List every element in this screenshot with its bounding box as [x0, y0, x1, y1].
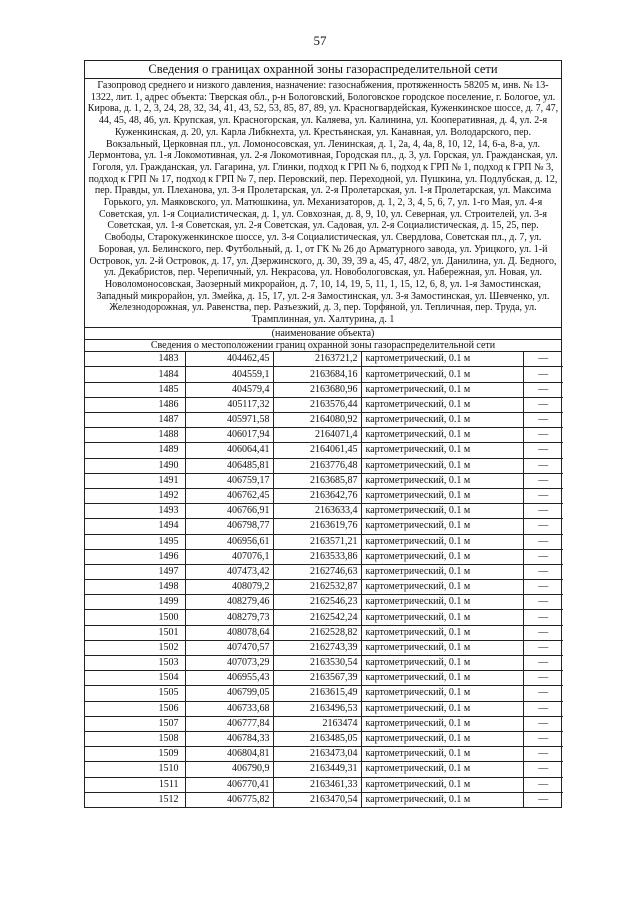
x-coordinate-cell: 404462,45: [185, 352, 273, 367]
y-coordinate-cell: 2163449,31: [273, 762, 361, 777]
y-coordinate-cell: 2162542,24: [273, 610, 361, 625]
x-coordinate-cell: 406777,84: [185, 716, 273, 731]
table-row: [85, 413, 563, 428]
y-coordinate-cell: 2163633,4: [273, 504, 361, 519]
table-row: [85, 397, 563, 412]
dash-cell: —: [523, 564, 563, 579]
y-coordinate-cell: 2163619,76: [273, 519, 361, 534]
y-coordinate-cell: 2164080,92: [273, 413, 361, 428]
dash-cell: —: [523, 473, 563, 488]
dash-cell: —: [523, 443, 563, 458]
dash-cell: —: [523, 367, 563, 382]
x-coordinate-cell: 406790,9: [185, 762, 273, 777]
point-number-cell: 1502: [85, 640, 185, 655]
x-coordinate-cell: 406759,17: [185, 473, 273, 488]
y-coordinate-cell: 2163533,86: [273, 549, 361, 564]
x-coordinate-cell: 408079,2: [185, 580, 273, 595]
dash-cell: —: [523, 595, 563, 610]
y-coordinate-cell: 2163776,48: [273, 458, 361, 473]
x-coordinate-cell: 406762,45: [185, 488, 273, 503]
dash-cell: —: [523, 549, 563, 564]
object-name-label: (наименование объекта): [85, 327, 561, 340]
dash-cell: —: [523, 382, 563, 397]
method-cell: картометрический, 0.1 м: [361, 716, 523, 731]
section-header: Сведения о местоположении границ охранной зоны газораспределительной сети: [85, 340, 561, 352]
dash-cell: —: [523, 792, 563, 807]
x-coordinate-cell: 405117,32: [185, 397, 273, 412]
point-number-cell: 1512: [85, 792, 185, 807]
table-row: [85, 747, 563, 762]
dash-cell: —: [523, 504, 563, 519]
y-coordinate-cell: 2163567,39: [273, 671, 361, 686]
point-number-cell: 1491: [85, 473, 185, 488]
page-number: 57: [313, 33, 327, 48]
object-description: Газопровод среднего и низкого давления, назначение: газоснабжения, протяженность 58205 м, инв. № 13-1322, лит. 1, адрес объекта: Тверская обл., р-н Бологовский, Бологовское городское поселение, г. Бологое, ул. Кирова, д. 1, 2, 3, 24, 28, 32, 34, 41, 43, 52, 53, 85, 87, 89, ул. Красногвардейская, Куженкинское шоссе, д. 7, 47, 44, 45, 48, 46, ул. Крупская, ул. Красногорская, ул. Каляева, ул. Калинина, ул. Кооперативная, д. 4, ул. 2-я Куженкинская, д. 20, ул. Карла Либкнехта, ул. Крестьянская, ул. Канавная, ул. Володарского, пер. Вокзальный, Церковная пл., ул. Ломоносовская, ул. Ленинская, д. 1, 2а, 4, 4а, 8, 10, 12, 14, 6-а, 8-а, ул. Лермонтова, ул. 1-я Локомотивная, ул. 2-я Локомотивная, Городская пл., д. 3, ул. Горская, ул. Гражданская, ул. Гоголя, ул. Гражданская, ул. Гагарина, ул. Глинки, подход к ГРП № 6, подход к ГРП № 1, подход к ГРП № 3, подход к ГРП № 17, подход к ГРП № 7, пер. Перовский, пер. Переходной, ул. Пушкина, ул. Подлубская, д. 12, пер. Правды, ул. Плеханова, ул. 3-я Пролетарская, ул. 2-я Пролетарская, ул. 1-я Пролетарская, ул. Максима Горького, ул. Маяковского, ул. Матюшкина, ул. Механизаторов, д. 1, 2, 3, 4, 5, 6, 7, ул. 1-го Мая, ул. 4-я Советская, ул. 1-я Социалистическая, д. 1, ул. Совхозная, д. 8, 9, 10, ул. Северная, ул. Строителей, ул. 3-я Советская, ул. 1-я Советская, ул. 2-я Советская, ул. Садовая, ул. 2-я Социалистическая, д. 15, 25, пер. Свободы, Старокуженкинское шоссе, ул. 3-я Социалистическая, ул. Свердлова, Советская пл., д. 7, ул. Боровая, ул. Белинского, пер. Футбольный, д. 1, от ГК № 26 до Арматурного завода, ул. Урицкого, ул. 1-й Островок, ул. 2-й Островок, д. 17, ул. Дзержинского, д. 30, 39, 39 а, 45, 47, 48/2, ул. Данилина, ул. Д. Бедного, ул. Декабристов, пер. Черепичный, ул. Некрасова, ул. Новобологовская, ул. Набережная, ул. Новая, ул. Новоломоносовская, Заозерный микрорайон, д. 7, 10, 14, 19, 5, 11, 1, 15, 12, 6, 8, ул. 1-я Замостинская, Западный микрорайон, ул. Змейка, д. 15, 17, ул. 2-я Замостинская, ул. 3-я Замостинская, ул. Шевченко, ул. Железнодорожная, ул. Равенства, пер. Разъезжий, д. 3, пер. Торфяной, ул. Тепличная, пер. Труда, ул. Трамплинная, ул. Халтурина, д. 1: [87, 80, 559, 326]
method-cell: картометрический, 0.1 м: [361, 488, 523, 503]
method-cell: картометрический, 0.1 м: [361, 747, 523, 762]
dash-cell: —: [523, 747, 563, 762]
method-cell: картометрический, 0.1 м: [361, 701, 523, 716]
x-coordinate-cell: 406955,43: [185, 671, 273, 686]
y-coordinate-cell: 2162528,82: [273, 625, 361, 640]
table-title: Сведения о границах охранной зоны газораспределительной сети: [85, 61, 561, 79]
x-coordinate-cell: 406798,77: [185, 519, 273, 534]
point-number-cell: 1487: [85, 413, 185, 428]
table-row: [85, 625, 563, 640]
method-cell: картометрический, 0.1 м: [361, 428, 523, 443]
point-number-cell: 1509: [85, 747, 185, 762]
boundary-info-table: [84, 60, 562, 808]
x-coordinate-cell: 404579,4: [185, 382, 273, 397]
x-coordinate-cell: 408279,46: [185, 595, 273, 610]
table-row: [85, 595, 563, 610]
table-row: [85, 534, 563, 549]
table-row: [85, 716, 563, 731]
table-row: [85, 473, 563, 488]
table-row: [85, 458, 563, 473]
dash-cell: —: [523, 731, 563, 746]
y-coordinate-cell: 2162546,23: [273, 595, 361, 610]
y-coordinate-cell: 2163530,54: [273, 656, 361, 671]
method-cell: картометрический, 0.1 м: [361, 777, 523, 792]
point-number-cell: 1490: [85, 458, 185, 473]
y-coordinate-cell: 2163474: [273, 716, 361, 731]
dash-cell: —: [523, 671, 563, 686]
point-number-cell: 1504: [85, 671, 185, 686]
method-cell: картометрический, 0.1 м: [361, 534, 523, 549]
dash-cell: —: [523, 488, 563, 503]
y-coordinate-cell: 2163473,04: [273, 747, 361, 762]
table-row: [85, 701, 563, 716]
x-coordinate-cell: 406956,61: [185, 534, 273, 549]
dash-cell: —: [523, 413, 563, 428]
x-coordinate-cell: 406733,68: [185, 701, 273, 716]
y-coordinate-cell: 2163642,76: [273, 488, 361, 503]
point-number-cell: 1501: [85, 625, 185, 640]
point-number-cell: 1498: [85, 580, 185, 595]
dash-cell: —: [523, 625, 563, 640]
dash-cell: —: [523, 428, 563, 443]
x-coordinate-cell: 408279,73: [185, 610, 273, 625]
y-coordinate-cell: 2162532,87: [273, 580, 361, 595]
table-row: [85, 519, 563, 534]
table-row: [85, 504, 563, 519]
method-cell: картометрический, 0.1 м: [361, 443, 523, 458]
dash-cell: —: [523, 686, 563, 701]
method-cell: картометрический, 0.1 м: [361, 549, 523, 564]
point-number-cell: 1511: [85, 777, 185, 792]
x-coordinate-cell: 406064,41: [185, 443, 273, 458]
method-cell: картометрический, 0.1 м: [361, 519, 523, 534]
y-coordinate-cell: 2163685,87: [273, 473, 361, 488]
dash-cell: —: [523, 534, 563, 549]
dash-cell: —: [523, 397, 563, 412]
point-number-cell: 1486: [85, 397, 185, 412]
method-cell: картометрический, 0.1 м: [361, 595, 523, 610]
dash-cell: —: [523, 640, 563, 655]
table-row: [85, 671, 563, 686]
x-coordinate-cell: 407073,29: [185, 656, 273, 671]
y-coordinate-cell: 2163461,33: [273, 777, 361, 792]
method-cell: картометрический, 0.1 м: [361, 762, 523, 777]
y-coordinate-cell: 2164071,4: [273, 428, 361, 443]
method-cell: картометрический, 0.1 м: [361, 473, 523, 488]
y-coordinate-cell: 2162743,39: [273, 640, 361, 655]
table-row: [85, 443, 563, 458]
y-coordinate-cell: 2163576,44: [273, 397, 361, 412]
point-number-cell: 1489: [85, 443, 185, 458]
table-row: [85, 352, 563, 367]
x-coordinate-cell: 406766,91: [185, 504, 273, 519]
method-cell: картометрический, 0.1 м: [361, 367, 523, 382]
dash-cell: —: [523, 777, 563, 792]
table-row: [85, 549, 563, 564]
method-cell: картометрический, 0.1 м: [361, 792, 523, 807]
table-row: [85, 792, 563, 807]
y-coordinate-cell: 2163571,21: [273, 534, 361, 549]
point-number-cell: 1500: [85, 610, 185, 625]
x-coordinate-cell: 407473,42: [185, 564, 273, 579]
table-row: [85, 382, 563, 397]
table-row: [85, 428, 563, 443]
table-row: [85, 656, 563, 671]
y-coordinate-cell: 2163684,16: [273, 367, 361, 382]
method-cell: картометрический, 0.1 м: [361, 504, 523, 519]
method-cell: картометрический, 0.1 м: [361, 564, 523, 579]
table-row: [85, 640, 563, 655]
point-number-cell: 1507: [85, 716, 185, 731]
x-coordinate-cell: 406784,33: [185, 731, 273, 746]
point-number-cell: 1499: [85, 595, 185, 610]
table-row: [85, 564, 563, 579]
dash-cell: —: [523, 519, 563, 534]
coordinates-table: [85, 352, 563, 808]
dash-cell: —: [523, 352, 563, 367]
method-cell: картометрический, 0.1 м: [361, 580, 523, 595]
y-coordinate-cell: 2163496,53: [273, 701, 361, 716]
x-coordinate-cell: 406017,94: [185, 428, 273, 443]
x-coordinate-cell: 406775,82: [185, 792, 273, 807]
dash-cell: —: [523, 656, 563, 671]
method-cell: картометрический, 0.1 м: [361, 397, 523, 412]
table-row: [85, 580, 563, 595]
dash-cell: —: [523, 762, 563, 777]
x-coordinate-cell: 407076,1: [185, 549, 273, 564]
method-cell: картометрический, 0.1 м: [361, 656, 523, 671]
table-row: [85, 686, 563, 701]
table-row: [85, 731, 563, 746]
point-number-cell: 1503: [85, 656, 185, 671]
x-coordinate-cell: 406799,05: [185, 686, 273, 701]
y-coordinate-cell: 2163615,49: [273, 686, 361, 701]
point-number-cell: 1488: [85, 428, 185, 443]
method-cell: картометрический, 0.1 м: [361, 671, 523, 686]
x-coordinate-cell: 408078,64: [185, 625, 273, 640]
point-number-cell: 1485: [85, 382, 185, 397]
dash-cell: —: [523, 458, 563, 473]
method-cell: картометрический, 0.1 м: [361, 686, 523, 701]
point-number-cell: 1494: [85, 519, 185, 534]
table-row: [85, 777, 563, 792]
dash-cell: —: [523, 580, 563, 595]
point-number-cell: 1492: [85, 488, 185, 503]
method-cell: картометрический, 0.1 м: [361, 413, 523, 428]
y-coordinate-cell: 2163485,05: [273, 731, 361, 746]
method-cell: картометрический, 0.1 м: [361, 458, 523, 473]
point-number-cell: 1510: [85, 762, 185, 777]
y-coordinate-cell: 2163680,96: [273, 382, 361, 397]
method-cell: картометрический, 0.1 м: [361, 625, 523, 640]
point-number-cell: 1497: [85, 564, 185, 579]
method-cell: картометрический, 0.1 м: [361, 640, 523, 655]
dash-cell: —: [523, 701, 563, 716]
x-coordinate-cell: 406804,81: [185, 747, 273, 762]
dash-cell: —: [523, 716, 563, 731]
point-number-cell: 1495: [85, 534, 185, 549]
x-coordinate-cell: 404559,1: [185, 367, 273, 382]
method-cell: картометрический, 0.1 м: [361, 352, 523, 367]
method-cell: картометрический, 0.1 м: [361, 382, 523, 397]
point-number-cell: 1496: [85, 549, 185, 564]
x-coordinate-cell: 406770,41: [185, 777, 273, 792]
y-coordinate-cell: 2162746,63: [273, 564, 361, 579]
x-coordinate-cell: 406485,81: [185, 458, 273, 473]
point-number-cell: 1493: [85, 504, 185, 519]
table-row: [85, 610, 563, 625]
dash-cell: —: [523, 610, 563, 625]
method-cell: картометрический, 0.1 м: [361, 610, 523, 625]
point-number-cell: 1506: [85, 701, 185, 716]
point-number-cell: 1484: [85, 367, 185, 382]
table-row: [85, 762, 563, 777]
y-coordinate-cell: 2163470,54: [273, 792, 361, 807]
table-row: [85, 367, 563, 382]
y-coordinate-cell: 2163721,2: [273, 352, 361, 367]
y-coordinate-cell: 2164061,45: [273, 443, 361, 458]
x-coordinate-cell: 407470,57: [185, 640, 273, 655]
method-cell: картометрический, 0.1 м: [361, 731, 523, 746]
point-number-cell: 1505: [85, 686, 185, 701]
point-number-cell: 1483: [85, 352, 185, 367]
table-row: [85, 488, 563, 503]
x-coordinate-cell: 405971,58: [185, 413, 273, 428]
point-number-cell: 1508: [85, 731, 185, 746]
